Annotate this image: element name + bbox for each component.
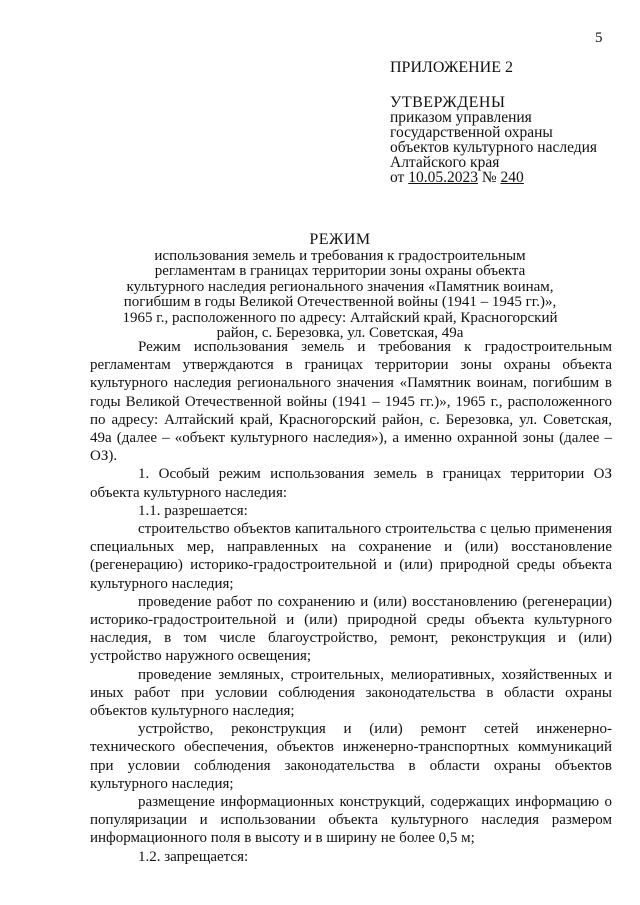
title-line: 1965 г., расположенного по адресу: Алтайский край, Красногорский	[122, 309, 558, 326]
body-paragraph: размещение информационных конструкций, содержащих информацию о популяризации и использовании объекта культурного наследия размером информационного поля в высоту и в ширину не более 0,5 м;	[90, 794, 612, 847]
title-line: культурного наследия регионального значения «Памятник воинам,	[126, 278, 554, 295]
order-number-prefix: №	[481, 169, 497, 186]
order-date: 10.05.2023	[408, 169, 478, 186]
title-line: использования земель и требования к градостроительным	[154, 247, 526, 264]
document-title	[110, 232, 570, 342]
approval-line: Алтайского края	[390, 154, 500, 171]
body-paragraph: строительство объектов капитального строительства с целью применения специальных мер, направленных на сохранение и (или) восстановление (регенерацию) историко-градостроительной и (или) природной среды объекта культурного наследия;	[90, 521, 612, 592]
title-line: район, с. Березовка, ул. Советская, 49а	[216, 325, 464, 341]
order-line	[390, 170, 597, 185]
appendix-label: ПРИЛОЖЕНИЕ 2	[390, 59, 514, 76]
approval-block	[390, 60, 597, 185]
title-line: регламентам в границах территории зоны охраны объекта	[154, 263, 526, 279]
title-head: РЕЖИМ	[309, 231, 371, 248]
order-prefix: от	[390, 169, 405, 186]
approval-line: объектов культурного наследия	[390, 139, 598, 156]
document-body	[90, 338, 612, 866]
body-paragraph: 1.1. разрешается:	[138, 502, 248, 519]
body-paragraph: Режим использования земель и требования к градостроительным регламентам утверждаются в границах территории зоны охраны объекта культурного наследия регионального значения «Памятник воинам, погибшим в годы Великой Отечественной войны (1941 – 1945 гг.)», 1965 г., расположенного по адресу: Алтайский край, Красногорский район, с. Березовка, ул. Советская, 49а (далее – «объект культурного наследия»), а именно охранной зоны (далее – ОЗ).	[90, 339, 612, 465]
approval-line: государственной охраны	[390, 124, 553, 141]
page-number: 5	[595, 30, 603, 46]
approved-label: УТВЕРЖДЕНЫ	[390, 94, 506, 111]
body-paragraph: 1.2. запрещается:	[138, 848, 249, 865]
body-paragraph: проведение работ по сохранению и (или) восстановлению (регенерации) историко-градостроительной и (или) природной среды объекта культурного наследия, в том числе благоустройство, ремонт, реконструкция и (или) устройство наружного освещения;	[90, 593, 612, 665]
body-paragraph: 1. Особый режим использования земель в границах территории ОЗ объекта культурного наследия:	[90, 466, 612, 501]
order-number: 240	[500, 169, 524, 186]
title-line: погибшим в годы Великой Отечественной войны (1941 – 1945 гг.)»,	[123, 294, 557, 310]
body-paragraph: проведение земляных, строительных, мелиоративных, хозяйственных и иных работ при условии соблюдения законодательства в области охраны объектов культурного наследия;	[90, 666, 612, 720]
approval-line: приказом управления	[390, 109, 532, 126]
body-paragraph: устройство, реконструкция и (или) ремонт сетей инженерно-технического обеспечения, объектов инженерно-транспортных коммуникаций при условии соблюдения законодательства в области охраны объектов культурного наследия;	[90, 721, 612, 792]
